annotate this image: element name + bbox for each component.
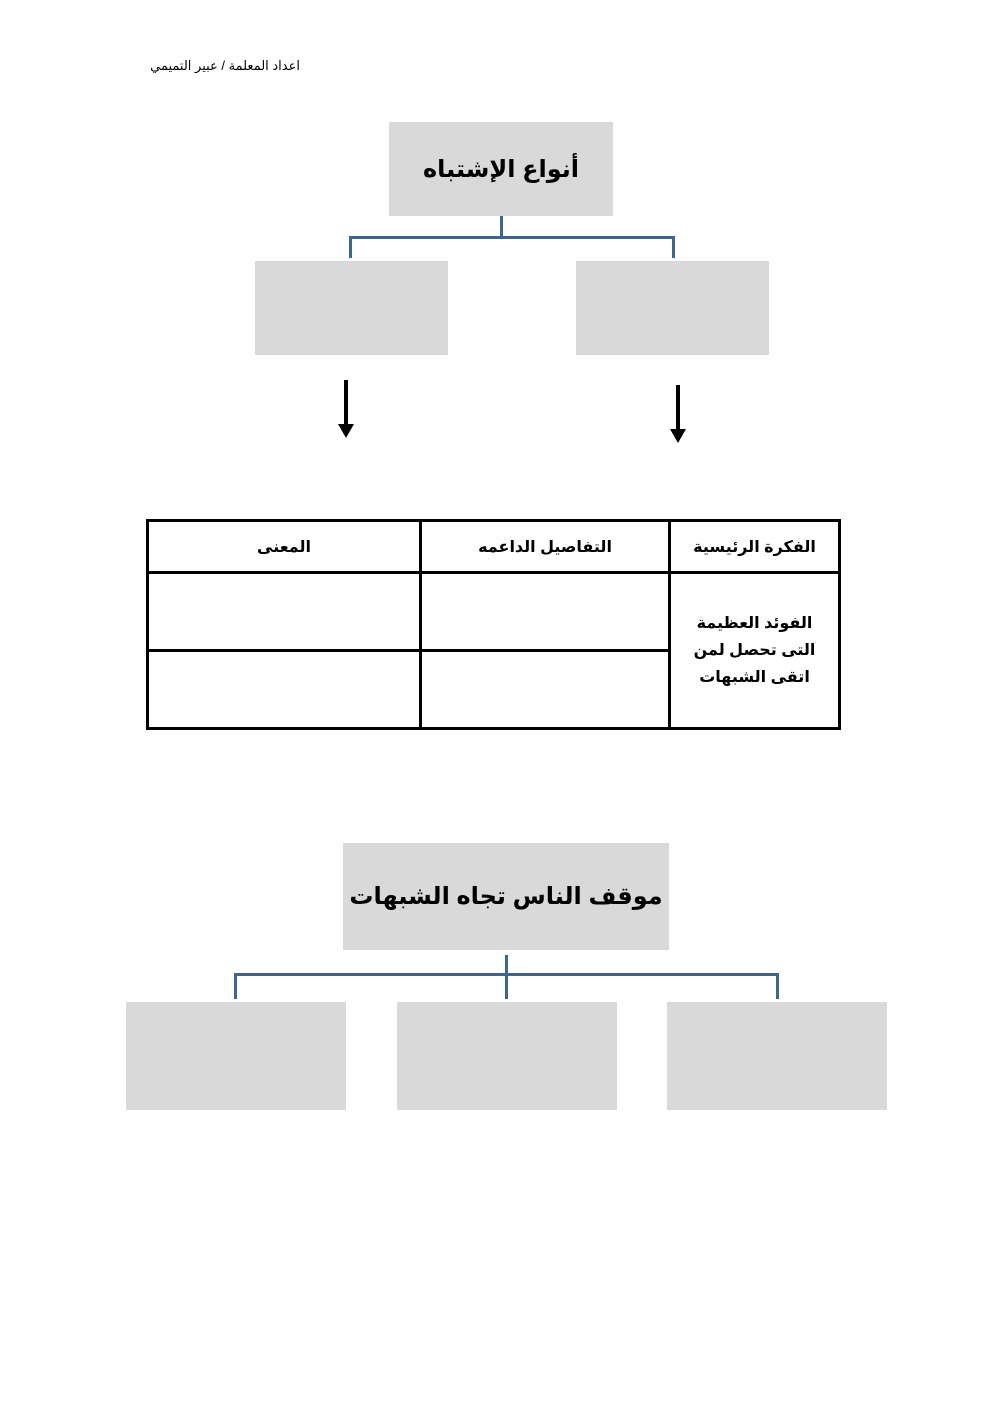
down-arrow-right-shaft bbox=[676, 385, 680, 431]
down-arrow-right-head bbox=[670, 429, 686, 443]
diagram2-connector-right-drop bbox=[776, 973, 779, 999]
author-credit: اعداد المعلمة / عبير التميمي bbox=[150, 58, 300, 73]
diagram2-connector-bar bbox=[234, 973, 779, 976]
table-header-row bbox=[148, 521, 840, 573]
diagram2-branch-box-right bbox=[667, 1002, 887, 1110]
diagram2-connector-left-drop bbox=[234, 973, 237, 999]
table-row bbox=[148, 573, 840, 651]
diagram1-title: أنواع الإشتباه bbox=[422, 155, 580, 183]
diagram1-branch-box-right bbox=[576, 261, 769, 355]
diagram2-branch-box-left bbox=[126, 1002, 346, 1110]
diagram2-title: موقف الناس تجاه الشبهات bbox=[349, 883, 663, 910]
main-idea-cell: الفوئد العظيمة التى تحصل لمن اتقى الشبهات bbox=[670, 573, 840, 729]
header-supporting-details: التفاصيل الداعمه bbox=[421, 521, 670, 573]
diagram1-connector-left-drop bbox=[349, 236, 352, 258]
diagram1-connector-stem bbox=[500, 216, 503, 238]
diagram1-title-box bbox=[389, 122, 613, 216]
diagram2-title-box bbox=[343, 843, 669, 950]
down-arrow-left-shaft bbox=[344, 380, 348, 426]
header-meaning: المعنى bbox=[148, 521, 421, 573]
diagram1-connector-right-drop bbox=[672, 236, 675, 258]
diagram2-branch-box-center bbox=[397, 1002, 617, 1110]
meaning-cell[interactable] bbox=[148, 651, 421, 729]
supporting-details-cell[interactable] bbox=[421, 651, 670, 729]
diagram1-connector-bar bbox=[349, 236, 675, 239]
meaning-cell[interactable] bbox=[148, 573, 421, 651]
diagram1-branch-box-left bbox=[255, 261, 448, 355]
down-arrow-left-head bbox=[338, 424, 354, 438]
main-idea-table bbox=[146, 519, 841, 730]
supporting-details-cell[interactable] bbox=[421, 573, 670, 651]
diagram2-connector-stem bbox=[505, 955, 508, 999]
header-main-idea: الفكرة الرئيسية bbox=[670, 521, 840, 573]
